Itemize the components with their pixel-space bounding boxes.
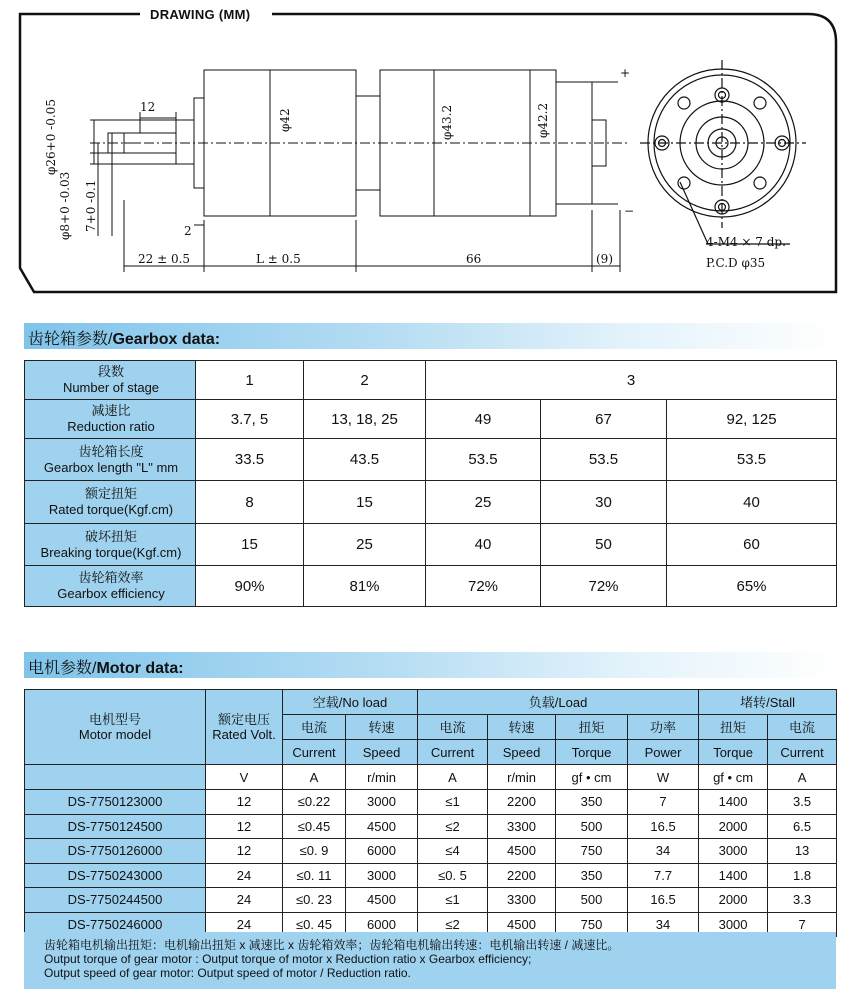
motor-side-view — [90, 70, 630, 272]
cell: 33.5 — [196, 439, 304, 481]
table-row — [25, 400, 837, 439]
cell: 16.5 — [628, 814, 699, 839]
cell: 12 — [206, 790, 283, 815]
cell: 4500 — [488, 912, 556, 937]
cell: ≤4 — [418, 839, 488, 864]
header-cell: Current — [768, 740, 837, 765]
table-row — [25, 814, 837, 839]
cell: 40 — [667, 481, 837, 524]
dim-flange-diameter: φ26+0 -0.05 — [44, 99, 58, 175]
header-load: 负载/Load — [418, 690, 699, 715]
cell: 3000 — [346, 863, 418, 888]
cell: 3000 — [699, 912, 768, 937]
cell: 500 — [556, 888, 628, 913]
footnote-line: 齿轮箱电机输出扭矩：电机输出扭矩 x 减速比 x 齿轮箱效率；齿轮箱电机输出转速：电机输出转速 / 减速比。 — [44, 938, 620, 952]
cell: 3.7, 5 — [196, 400, 304, 439]
technical-drawing — [0, 0, 850, 300]
cell: 7.7 — [628, 863, 699, 888]
cell: ≤0. 23 — [283, 888, 346, 913]
table-row — [25, 481, 837, 524]
cell: 25 — [304, 524, 426, 566]
table-row — [25, 439, 837, 481]
table-row — [25, 361, 837, 400]
cell: 750 — [556, 912, 628, 937]
cell: 2000 — [699, 814, 768, 839]
unit-cell: A — [768, 765, 837, 790]
header-motor-model: 电机型号 Motor model — [25, 690, 206, 765]
dim-motor-length: 66 — [466, 252, 482, 266]
row-label-ratio: 减速比 Reduction ratio — [25, 400, 196, 439]
cell: 15 — [196, 524, 304, 566]
cell: 1400 — [699, 863, 768, 888]
motor-model-cell: DS-7750246000 — [25, 912, 206, 937]
unit-cell: W — [628, 765, 699, 790]
cell: 12 — [206, 839, 283, 864]
unit-cell: A — [418, 765, 488, 790]
cell: 50 — [541, 524, 667, 566]
cell: 4500 — [488, 839, 556, 864]
dim-shaft-length: 12 — [140, 100, 156, 114]
header-cell: 扭矩 — [699, 715, 768, 740]
footnote — [24, 932, 836, 989]
cell: 13 — [768, 839, 837, 864]
unit-cell: gf • cm — [556, 765, 628, 790]
header-cell: 扭矩 — [556, 715, 628, 740]
gearbox-header-en: Gearbox data: — [112, 331, 221, 348]
header-cell: 转速 — [346, 715, 418, 740]
cell: 34 — [628, 912, 699, 937]
dim-motor-diameter: φ43.2 — [440, 104, 454, 140]
cell: 7 — [628, 790, 699, 815]
table-row — [25, 839, 837, 864]
header-cell: 电流 — [418, 715, 488, 740]
drawing-panel — [0, 0, 850, 300]
cell: 3.3 — [768, 888, 837, 913]
cell: 7 — [768, 912, 837, 937]
table-row — [25, 888, 837, 913]
motor-front-view — [640, 60, 806, 244]
gearbox-section-header — [24, 323, 836, 349]
row-label-stage: 段数 Number of stage — [25, 361, 196, 400]
cell: 67 — [541, 400, 667, 439]
header-no-load: 空载/No load — [283, 690, 418, 715]
cell: 2200 — [488, 790, 556, 815]
header-cell: Torque — [699, 740, 768, 765]
cell: 2000 — [699, 888, 768, 913]
header-cell: Speed — [346, 740, 418, 765]
cell: 8 — [196, 481, 304, 524]
cell: 750 — [556, 839, 628, 864]
dim-mounting-holes: 4-M4 × 7 dp. — [706, 235, 786, 249]
cell: 350 — [556, 790, 628, 815]
row-label-efficiency: 齿轮箱效率 Gearbox efficiency — [25, 566, 196, 607]
motor-table — [24, 689, 837, 937]
dim-pcd: P.C.D φ35 — [706, 256, 766, 270]
motor-model-cell: DS-7750123000 — [25, 790, 206, 815]
cell: 4500 — [346, 814, 418, 839]
dim-gearbox-diameter: φ42 — [278, 108, 292, 132]
header-cell: 转速 — [488, 715, 556, 740]
cell: 81% — [304, 566, 426, 607]
motor-header-en: Motor data: — [96, 660, 184, 677]
header-cell: Speed — [488, 740, 556, 765]
cell: 24 — [206, 863, 283, 888]
cell: 30 — [541, 481, 667, 524]
motor-section-header — [24, 652, 836, 678]
table-row — [25, 863, 837, 888]
cell: 24 — [206, 912, 283, 937]
table-row — [25, 566, 837, 607]
drawing-title: DRAWING (MM) — [150, 7, 251, 22]
cell: 2 — [304, 361, 426, 400]
table-row — [25, 790, 837, 815]
cell: 6.5 — [768, 814, 837, 839]
header-stall: 堵转/Stall — [699, 690, 837, 715]
cell: 53.5 — [667, 439, 837, 481]
cell: ≤0. 9 — [283, 839, 346, 864]
cell: ≤0. 5 — [418, 863, 488, 888]
cell: 6000 — [346, 839, 418, 864]
motor-model-cell: DS-7750126000 — [25, 839, 206, 864]
cell: 92, 125 — [667, 400, 837, 439]
dim-gearbox-length: L ± 0.5 — [256, 252, 301, 266]
cell: 13, 18, 25 — [304, 400, 426, 439]
cell: 16.5 — [628, 888, 699, 913]
gearbox-header-cn: 齿轮箱参数/ — [28, 331, 113, 348]
cell: 3300 — [488, 888, 556, 913]
cell: 40 — [426, 524, 541, 566]
table-header-row — [25, 690, 837, 715]
cell: 24 — [206, 888, 283, 913]
cell: 1.8 — [768, 863, 837, 888]
cell: 500 — [556, 814, 628, 839]
unit-cell: gf • cm — [699, 765, 768, 790]
row-label-rated-torque: 额定扭矩 Rated torque(Kgf.cm) — [25, 481, 196, 524]
cell: ≤0. 11 — [283, 863, 346, 888]
dim-shaft-extension: 22 ± 0.5 — [138, 252, 191, 266]
row-label-length: 齿轮箱长度 Gearbox length "L" mm — [25, 439, 196, 481]
motor-header-cn: 电机参数/ — [28, 660, 97, 677]
cell: 72% — [426, 566, 541, 607]
header-cell: Power — [628, 740, 699, 765]
footnote-line: Output speed of gear motor: Output speed of motor / Reduction ratio. — [44, 966, 411, 980]
cell: ≤1 — [418, 888, 488, 913]
cell: 1400 — [699, 790, 768, 815]
cell: 3000 — [346, 790, 418, 815]
cell: 1 — [196, 361, 304, 400]
dim-shaft-diameter: φ8+0 -0.03 — [58, 171, 72, 240]
header-rated-volt: 额定电压 Rated Volt. — [206, 690, 283, 765]
units-row — [25, 765, 837, 790]
motor-model-cell: DS-7750243000 — [25, 863, 206, 888]
cell: 65% — [667, 566, 837, 607]
cell: 72% — [541, 566, 667, 607]
cell: 6000 — [346, 912, 418, 937]
row-label-breaking-torque: 破坏扭矩 Breaking torque(Kgf.cm) — [25, 524, 196, 566]
cell: 3.5 — [768, 790, 837, 815]
cell: 3000 — [699, 839, 768, 864]
cell — [25, 765, 206, 790]
cell: 350 — [556, 863, 628, 888]
cell: 15 — [304, 481, 426, 524]
table-row — [25, 524, 837, 566]
header-cell: Current — [283, 740, 346, 765]
motor-model-cell: DS-7750244500 — [25, 888, 206, 913]
cell: 90% — [196, 566, 304, 607]
dim-flange-thickness: 2 — [184, 224, 192, 238]
cell: 34 — [628, 839, 699, 864]
header-cell: 电流 — [283, 715, 346, 740]
unit-cell: r/min — [488, 765, 556, 790]
cell: 60 — [667, 524, 837, 566]
cell: ≤0.22 — [283, 790, 346, 815]
gearbox-table — [24, 360, 837, 607]
unit-cell: A — [283, 765, 346, 790]
dim-terminal-length: (9) — [596, 252, 613, 266]
cell: 3300 — [488, 814, 556, 839]
header-cell: Torque — [556, 740, 628, 765]
cell: 43.5 — [304, 439, 426, 481]
terminal-minus-label: − — [624, 204, 635, 218]
cell: ≤2 — [418, 912, 488, 937]
cell: 4500 — [346, 888, 418, 913]
cell: 49 — [426, 400, 541, 439]
header-cell: 电流 — [768, 715, 837, 740]
header-cell: 功率 — [628, 715, 699, 740]
cell: ≤1 — [418, 790, 488, 815]
cell: 2200 — [488, 863, 556, 888]
cell: 53.5 — [541, 439, 667, 481]
cell: 3 — [426, 361, 837, 400]
unit-cell: r/min — [346, 765, 418, 790]
cell: 25 — [426, 481, 541, 524]
cell: 53.5 — [426, 439, 541, 481]
terminal-plus-label: + — [620, 66, 631, 80]
dim-endcap-diameter: φ42.2 — [536, 102, 550, 138]
dim-shaft-flat: 7+0 -0.1 — [84, 179, 98, 232]
cell: ≤0. 45 — [283, 912, 346, 937]
footnote-line: Output torque of gear motor : Output torque of motor x Reduction ratio x Gearbox efficiency; — [44, 952, 532, 966]
cell: ≤0.45 — [283, 814, 346, 839]
cell: 12 — [206, 814, 283, 839]
cell: ≤2 — [418, 814, 488, 839]
unit-cell: V — [206, 765, 283, 790]
header-cell: Current — [418, 740, 488, 765]
motor-model-cell: DS-7750124500 — [25, 814, 206, 839]
